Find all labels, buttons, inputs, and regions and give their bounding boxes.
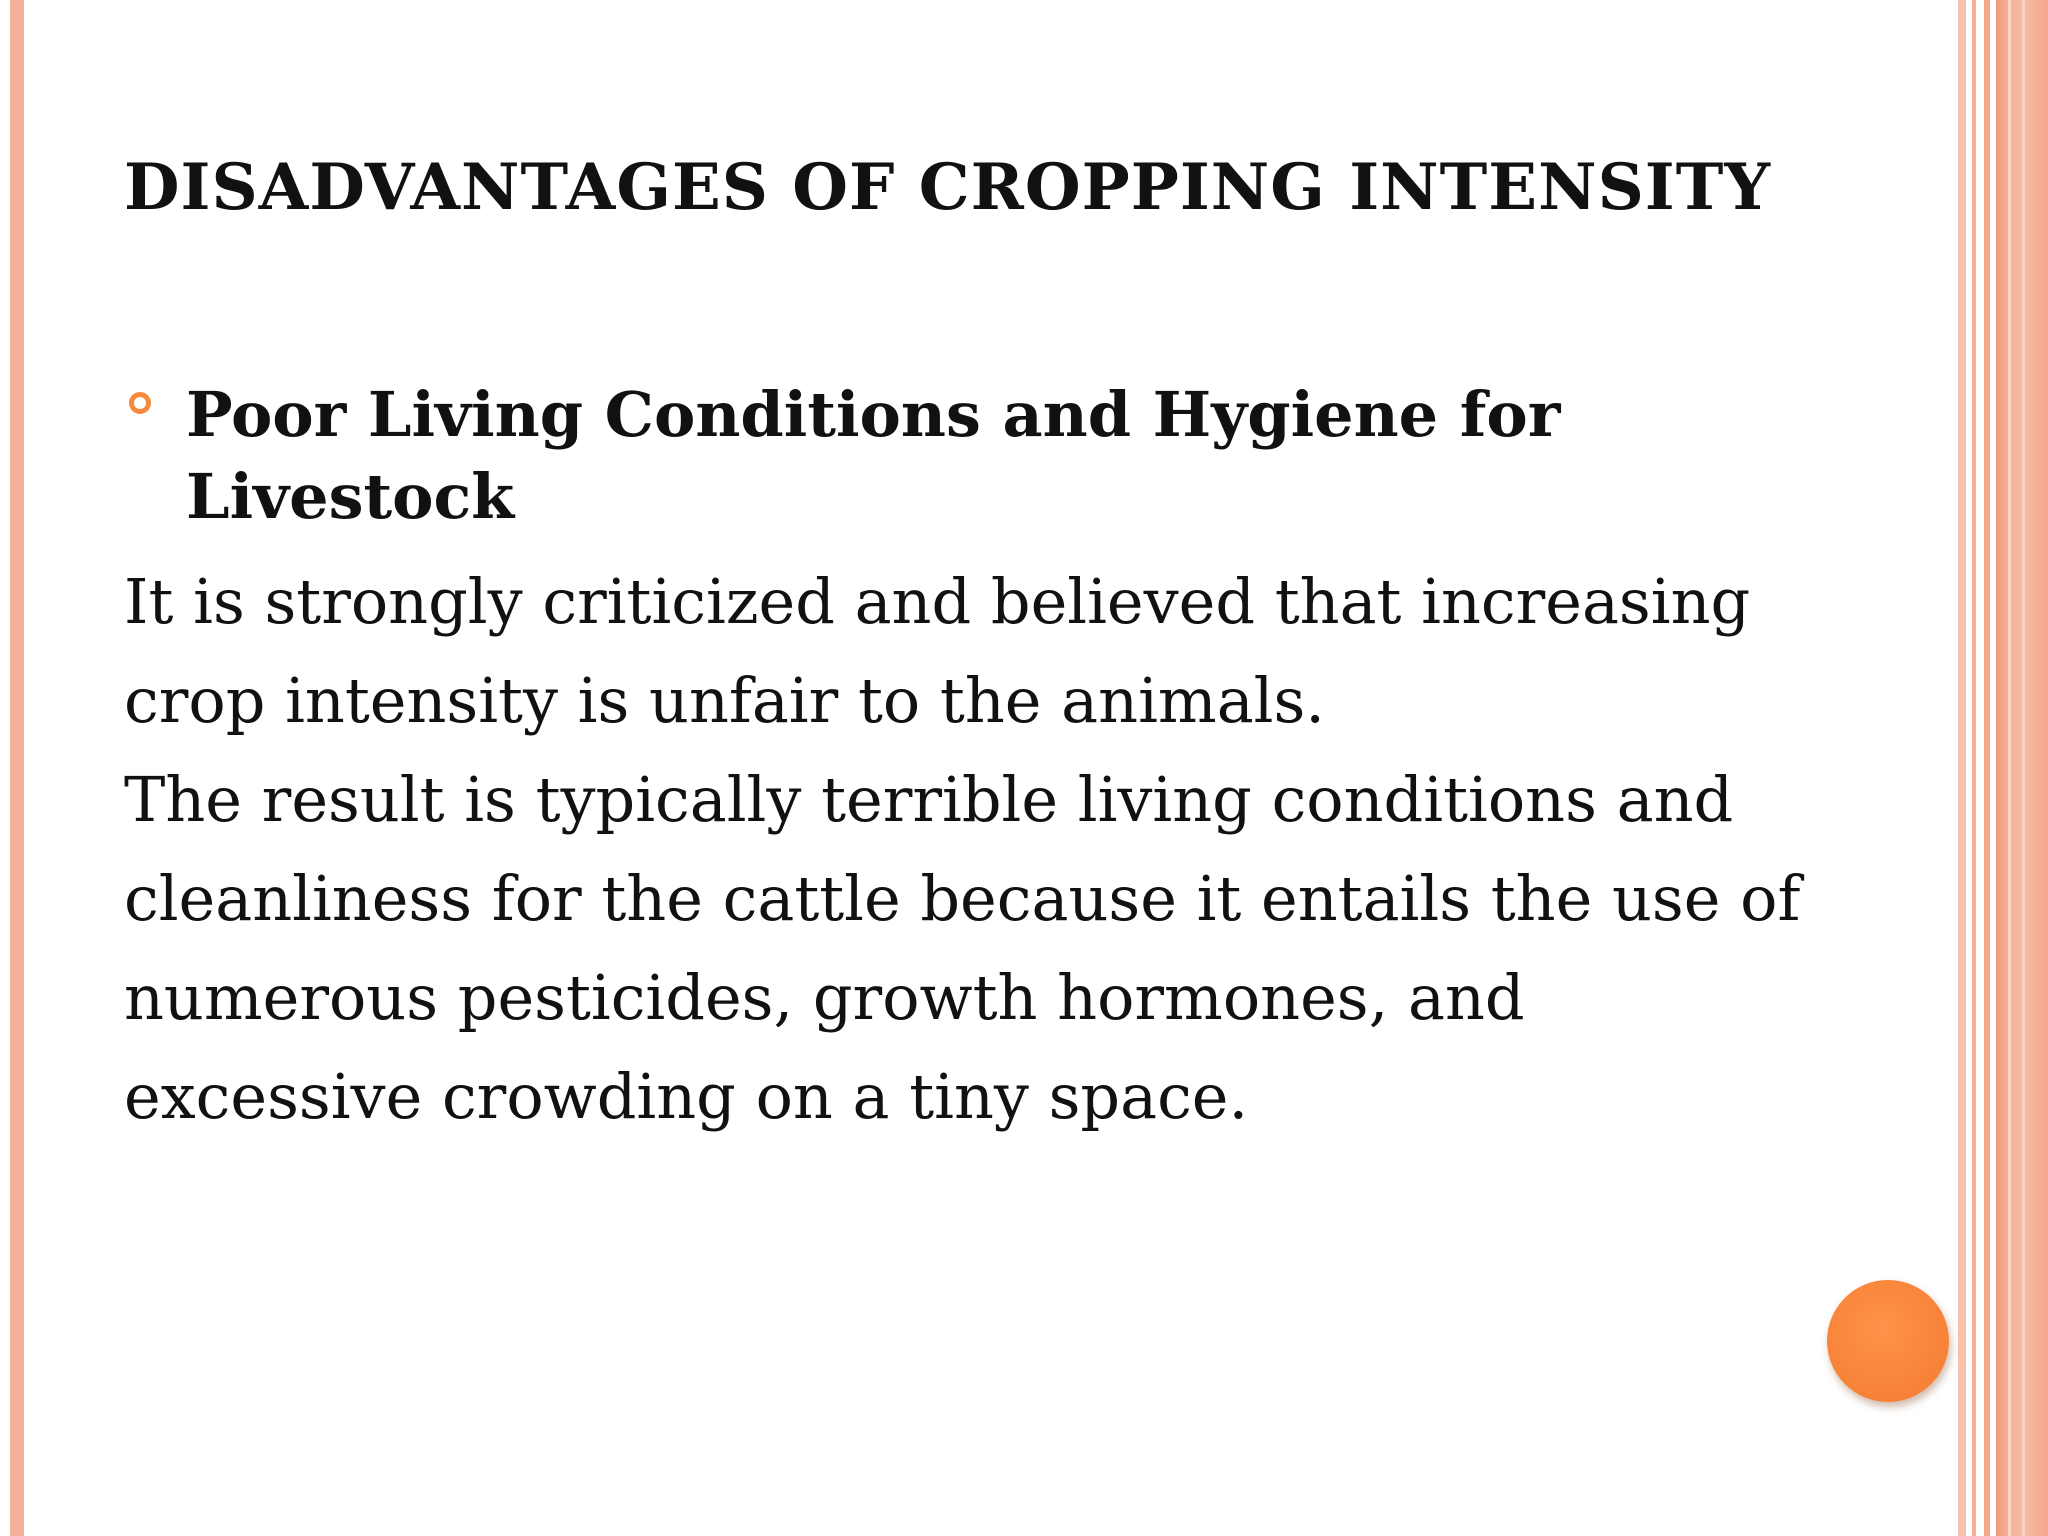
body-paragraph: The result is typically terrible living conditions and cleanliness for the cattle because it entails the use of numerous pesticides, growth hormones, and excessive crowding on a tiny space. bbox=[124, 763, 1801, 1133]
hollow-circle-bullet-icon bbox=[129, 392, 151, 414]
left-decorative-stripe bbox=[10, 0, 24, 1536]
orange-circle-decoration bbox=[1827, 1280, 1949, 1402]
bullet-item bbox=[124, 374, 1774, 538]
right-stripe bbox=[1972, 0, 1976, 1536]
bullet-heading: Poor Living Conditions and Hygiene for Livestock bbox=[186, 378, 1561, 533]
slide-title: DISADVANTAGES OF CROPPING INTENSITY bbox=[124, 150, 1772, 225]
right-decorative-stripes bbox=[1958, 0, 2048, 1536]
body-paragraph: It is strongly criticized and believed that increasing crop intensity is unfair to the animals. bbox=[124, 565, 1751, 737]
right-stripe bbox=[1958, 0, 1966, 1536]
right-stripe bbox=[1984, 0, 1990, 1536]
right-stripe bbox=[2022, 0, 2025, 1536]
right-stripe bbox=[2008, 0, 2011, 1536]
body-text bbox=[124, 552, 1824, 1146]
